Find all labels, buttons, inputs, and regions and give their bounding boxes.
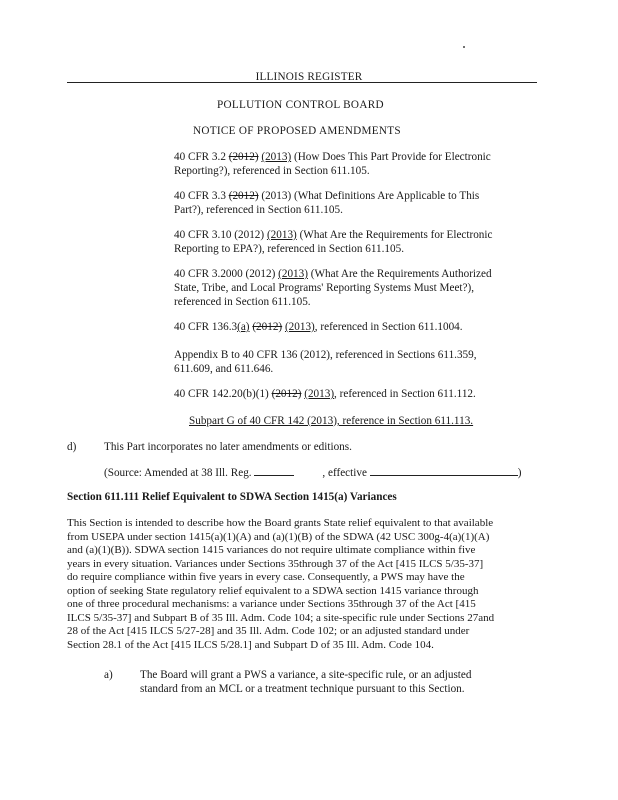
body-line: 28 of the Act [415 ILCS 5/27-28] and 35 Ill. Adm. Code 102; or an adjusted standard under bbox=[67, 625, 470, 637]
citation-text: 40 CFR 3.3 bbox=[174, 190, 229, 202]
deleted-text: (2012) bbox=[271, 388, 302, 400]
board-title: POLLUTION CONTROL BOARD bbox=[217, 99, 384, 111]
body-line: and (a)(1)(B)). SDWA section 1415 variances do not require ultimate compliance within five bbox=[67, 544, 476, 556]
source-suffix: ) bbox=[517, 467, 522, 479]
added-text: (a) bbox=[237, 321, 250, 333]
citation-text: referenced in Section 611.105. bbox=[174, 296, 311, 308]
body-line: Section 28.1 of the Act [415 ILCS 5/28.1] and Subpart D of 35 Ill. Adm. Code 104. bbox=[67, 638, 434, 651]
deleted-text: (2012) bbox=[252, 321, 283, 333]
citation-text: State, Tribe, and Local Programs' Reporting Systems Must Meet?), bbox=[174, 282, 475, 294]
source-note bbox=[104, 465, 521, 480]
body-line: from USEPA under section 1415(a)(1)(A) and (a)(1)(B) of the SDWA (42 USC 300g-4(a)(1)(A) bbox=[67, 530, 490, 543]
citation-text: 611.609, and 611.646. bbox=[174, 363, 274, 375]
source-prefix: (Source: Amended at 38 Ill. Reg. bbox=[104, 467, 255, 479]
body-line: ILCS 5/35-37] and Subpart B of 35 Ill. Adm. Code 104; a site-specific rule under Sections 27and bbox=[67, 611, 495, 624]
citation-text: Reporting to EPA?), referenced in Section 611.105. bbox=[174, 243, 405, 255]
body-line: one of three procedural mechanisms: a variance under Sections 35through 37 of the Act [415 bbox=[67, 598, 476, 610]
body-line: years in every situation. Variances under Sections 35through 37 of the Act [415 ILCS 5/35-37] bbox=[67, 557, 484, 570]
register-title: ILLINOIS REGISTER bbox=[255, 71, 363, 83]
citation-text: Appendix B to 40 CFR 136 (2012), referenced in Sections 611.359, bbox=[174, 349, 477, 361]
item-d-text: This Part incorporates no later amendments or editions. bbox=[104, 441, 352, 453]
citation-text: Reporting?), referenced in Section 611.105. bbox=[174, 165, 370, 177]
section-body bbox=[67, 517, 547, 652]
deleted-text: (2012) bbox=[228, 190, 259, 202]
citation-item bbox=[174, 189, 534, 217]
effective-date-blank bbox=[370, 465, 518, 476]
citation-text: (What Are the Requirements Authorized bbox=[307, 268, 492, 280]
volume-blank bbox=[254, 465, 294, 476]
added-text: (2013) bbox=[284, 321, 315, 333]
citation-item bbox=[189, 414, 549, 428]
source-middle: , effective bbox=[322, 467, 370, 479]
citation-item bbox=[174, 320, 534, 334]
citation-text: (How Does This Part Provide for Electronic bbox=[291, 151, 491, 163]
citation-text: 40 CFR 136.3 bbox=[174, 321, 238, 333]
deleted-text: (2012) bbox=[228, 151, 259, 163]
item-a-line: The Board will grant a PWS a variance, a site-specific rule, or an adjusted bbox=[140, 669, 472, 681]
item-a-line: standard from an MCL or a treatment technique pursuant to this Section. bbox=[140, 683, 465, 695]
notice-title: NOTICE OF PROPOSED AMENDMENTS bbox=[193, 125, 401, 137]
citation-text: 40 CFR 3.10 (2012) bbox=[174, 229, 267, 241]
added-text: Subpart G of 40 CFR 142 (2013), reference in Section 611.113. bbox=[189, 415, 474, 427]
citation-text: 40 CFR 142.20(b)(1) bbox=[174, 388, 272, 400]
citation-text: (What Are the Requirements for Electronic bbox=[296, 229, 493, 241]
citation-item bbox=[174, 228, 534, 256]
citation-text: 40 CFR 3.2 bbox=[174, 151, 229, 163]
body-line: do require compliance within five years in every case. Consequently, a PWS may have the bbox=[67, 571, 465, 583]
citation-text: , referenced in Section 611.1004. bbox=[314, 321, 463, 333]
added-text: (2013) bbox=[278, 268, 308, 280]
citation-text: , referenced in Section 611.112. bbox=[334, 388, 476, 400]
citation-text: 40 CFR 3.2000 (2012) bbox=[174, 268, 279, 280]
added-text: (2013) bbox=[261, 151, 292, 163]
citation-item bbox=[174, 267, 534, 309]
header-rule bbox=[67, 82, 537, 83]
section-title: Section 611.111 Relief Equivalent to SDWA Section 1415(a) Variances bbox=[67, 491, 397, 503]
body-line: This Section is intended to describe how the Board grants State relief equivalent to that available bbox=[67, 517, 494, 529]
item-d-label: d) bbox=[67, 441, 77, 453]
citation-item bbox=[174, 348, 534, 376]
added-text: (2013) bbox=[266, 229, 297, 241]
citation-text: Part?), referenced in Section 611.105. bbox=[174, 204, 343, 216]
citation-item bbox=[174, 387, 534, 401]
body-line: option of seeking State regulatory relief equivalent to a SDWA section 1415 variance through bbox=[67, 584, 479, 597]
item-a-label: a) bbox=[104, 669, 113, 681]
item-a-text bbox=[140, 668, 540, 696]
citation-text: (2013) (What Definitions Are Applicable to This bbox=[258, 190, 480, 202]
scan-speck bbox=[463, 46, 465, 48]
citation-item bbox=[174, 150, 534, 178]
added-text: (2013) bbox=[304, 388, 335, 400]
